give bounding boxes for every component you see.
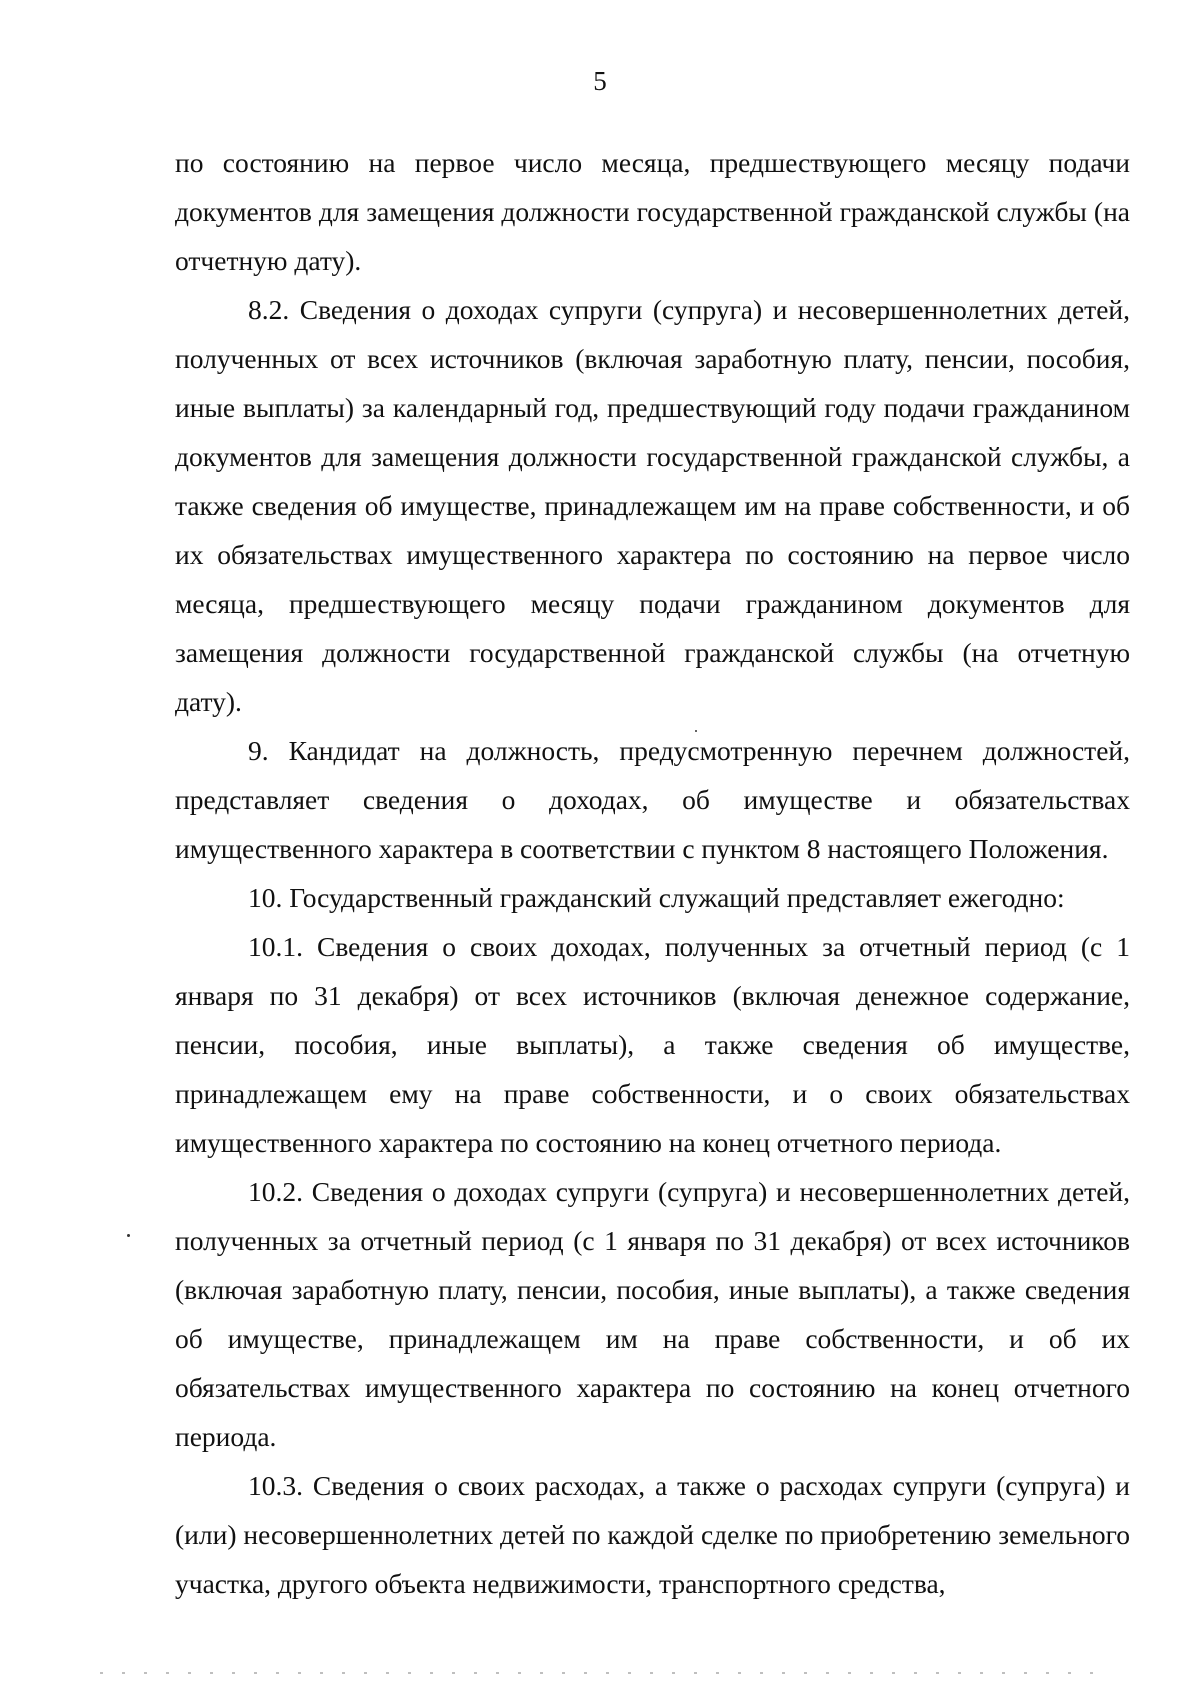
paragraph-8-2: 8.2. Сведения о доходах супруги (супруга) и несовершеннолетних детей, полученных от всех источников (включая заработную плату, пенсии, пособия, иные выплаты) за календарный год, предшествующий году подачи гражданином документов для замещения должности государственной гражданской службы, а также сведения об имуществе, принадлежащем им на праве собственности, и об их обязательствах имущественного характера по состоянию на первое число месяца, предшествующего месяцу подачи гражданином документов для замещения должности государственной гражданской службы (на отчетную дату).: [175, 294, 1130, 717]
scan-speck: [695, 730, 697, 732]
paragraph-10: 10. Государственный гражданский служащий представляет ежегодно:: [248, 882, 1065, 913]
paragraph-9: 9. Кандидат на должность, предусмотренную перечнем должностей, представляет сведения о доходах, об имуществе и обязательствах имущественного характера в соответствии с пунктом 8 настоящего Положения.: [175, 735, 1130, 864]
scan-speck: [127, 1234, 130, 1237]
paragraph-10-1: 10.1. Сведения о своих доходах, полученных за отчетный период (с 1 января по 31 декабря) от всех источников (включая денежное содержание, пенсии, пособия, иные выплаты), а также сведения об имуществе, принадлежащем ему на праве собственности, и о своих обязательствах имущественного характера по состоянию на конец отчетного периода.: [175, 931, 1130, 1158]
paragraph-10-3: 10.3. Сведения о своих расходах, а также о расходах супруги (супруга) и (или) несовершеннолетних детей по каждой сделке по приобретению земельного участка, другого объекта недвижимости, транспортного средства,: [175, 1470, 1130, 1599]
scan-noise-strip: [100, 1672, 1100, 1674]
document-body: [175, 138, 1130, 1608]
paragraph-continuation: по состоянию на первое число месяца, предшествующего месяцу подачи документов для замещения должности государственной гражданской службы (на отчетную дату).: [175, 147, 1130, 276]
page-number: 5: [593, 66, 607, 96]
paragraph-10-2: 10.2. Сведения о доходах супруги (супруга) и несовершеннолетних детей, полученных за отчетный период (с 1 января по 31 декабря) от всех источников (включая заработную плату, пенсии, пособия, иные выплаты), а также сведения об имуществе, принадлежащем им на праве собственности, и об их обязательствах имущественного характера по состоянию на конец отчетного периода.: [175, 1176, 1130, 1452]
